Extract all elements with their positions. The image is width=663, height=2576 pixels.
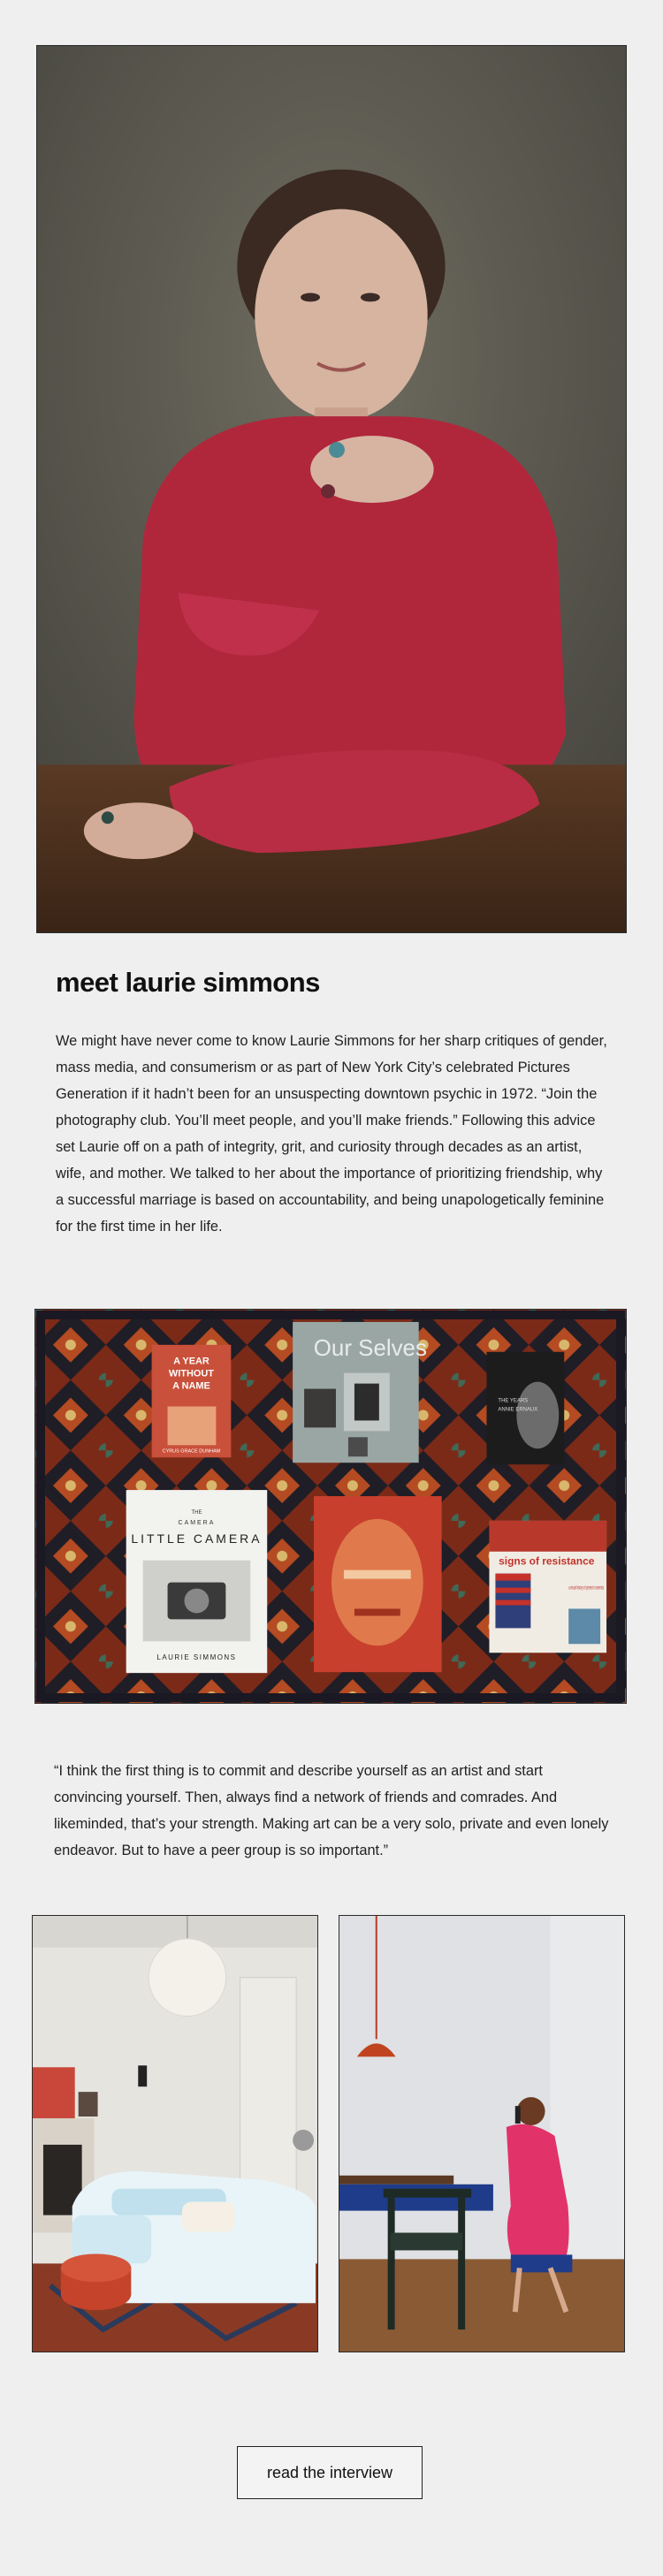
book-little-camera [126,1490,268,1673]
book2-title: Our Selves [313,1335,427,1361]
hero-portrait-image [36,45,627,933]
books-on-rug-image [34,1309,627,1704]
book-signs-of-resistance [489,1521,606,1653]
book-red-face-cover [314,1496,442,1672]
book3-title: THE YEARS [498,1398,529,1404]
book6-title: signs of resistance [499,1554,595,1568]
living-room-image [32,1915,318,2352]
book6-subtitle: a visual history of protest in america [568,1585,605,1592]
book1-author: CYRUS GRACE DUNHAM [162,1448,221,1455]
book1-title-line1: A YEAR [173,1356,210,1367]
woman-on-phone-image [339,1915,625,2352]
book-a-year-without-a-name [152,1345,232,1457]
intro-paragraph: We might have never come to know Laurie Simmons for her sharp critiques of gender, mass media, and consumerism or as part of New York City’s celebrated Pictures Generation if it hadn’t been for an unsuspecting downtown psychic in 1972. “Join the photography club. You’ll meet people, and you’ll make friends.” Following this advice set Laurie off on a path of integrity, grit, and curiosity through decades as an artist, wife, and mother. We talked to her about the importance of prioritizing friendship, why a successful marriage is based on accountability, and being unapologetically feminine for the first time in her life. [56,1033,607,1235]
read-interview-label: read the interview [266,2463,393,2481]
book4-title: LITTLE CAMERA [131,1531,263,1546]
pull-quote: “I think the first thing is to commit and describe yourself as an artist and start convincing yourself. Then, always find a network of friends and comrades. And likeminded, that’s your strength. Making art can be a very solo, private and even lonely endeavor. But to have a peer group is so important.” [54,1763,609,1858]
book4-mid: CAMERA [178,1519,216,1526]
read-interview-button[interactable] [237,2446,423,2499]
book1-title-line3: A NAME [172,1380,210,1392]
book-the-years [486,1352,564,1464]
book3-author: ANNIE ERNAUX [498,1407,538,1413]
book1-title-line2: WITHOUT [168,1368,215,1379]
book4-top: THE [191,1509,202,1516]
article-headline: meet laurie simmons [56,967,320,998]
book4-author: LAURIE SIMMONS [156,1653,237,1662]
book-our-selves [293,1322,427,1463]
